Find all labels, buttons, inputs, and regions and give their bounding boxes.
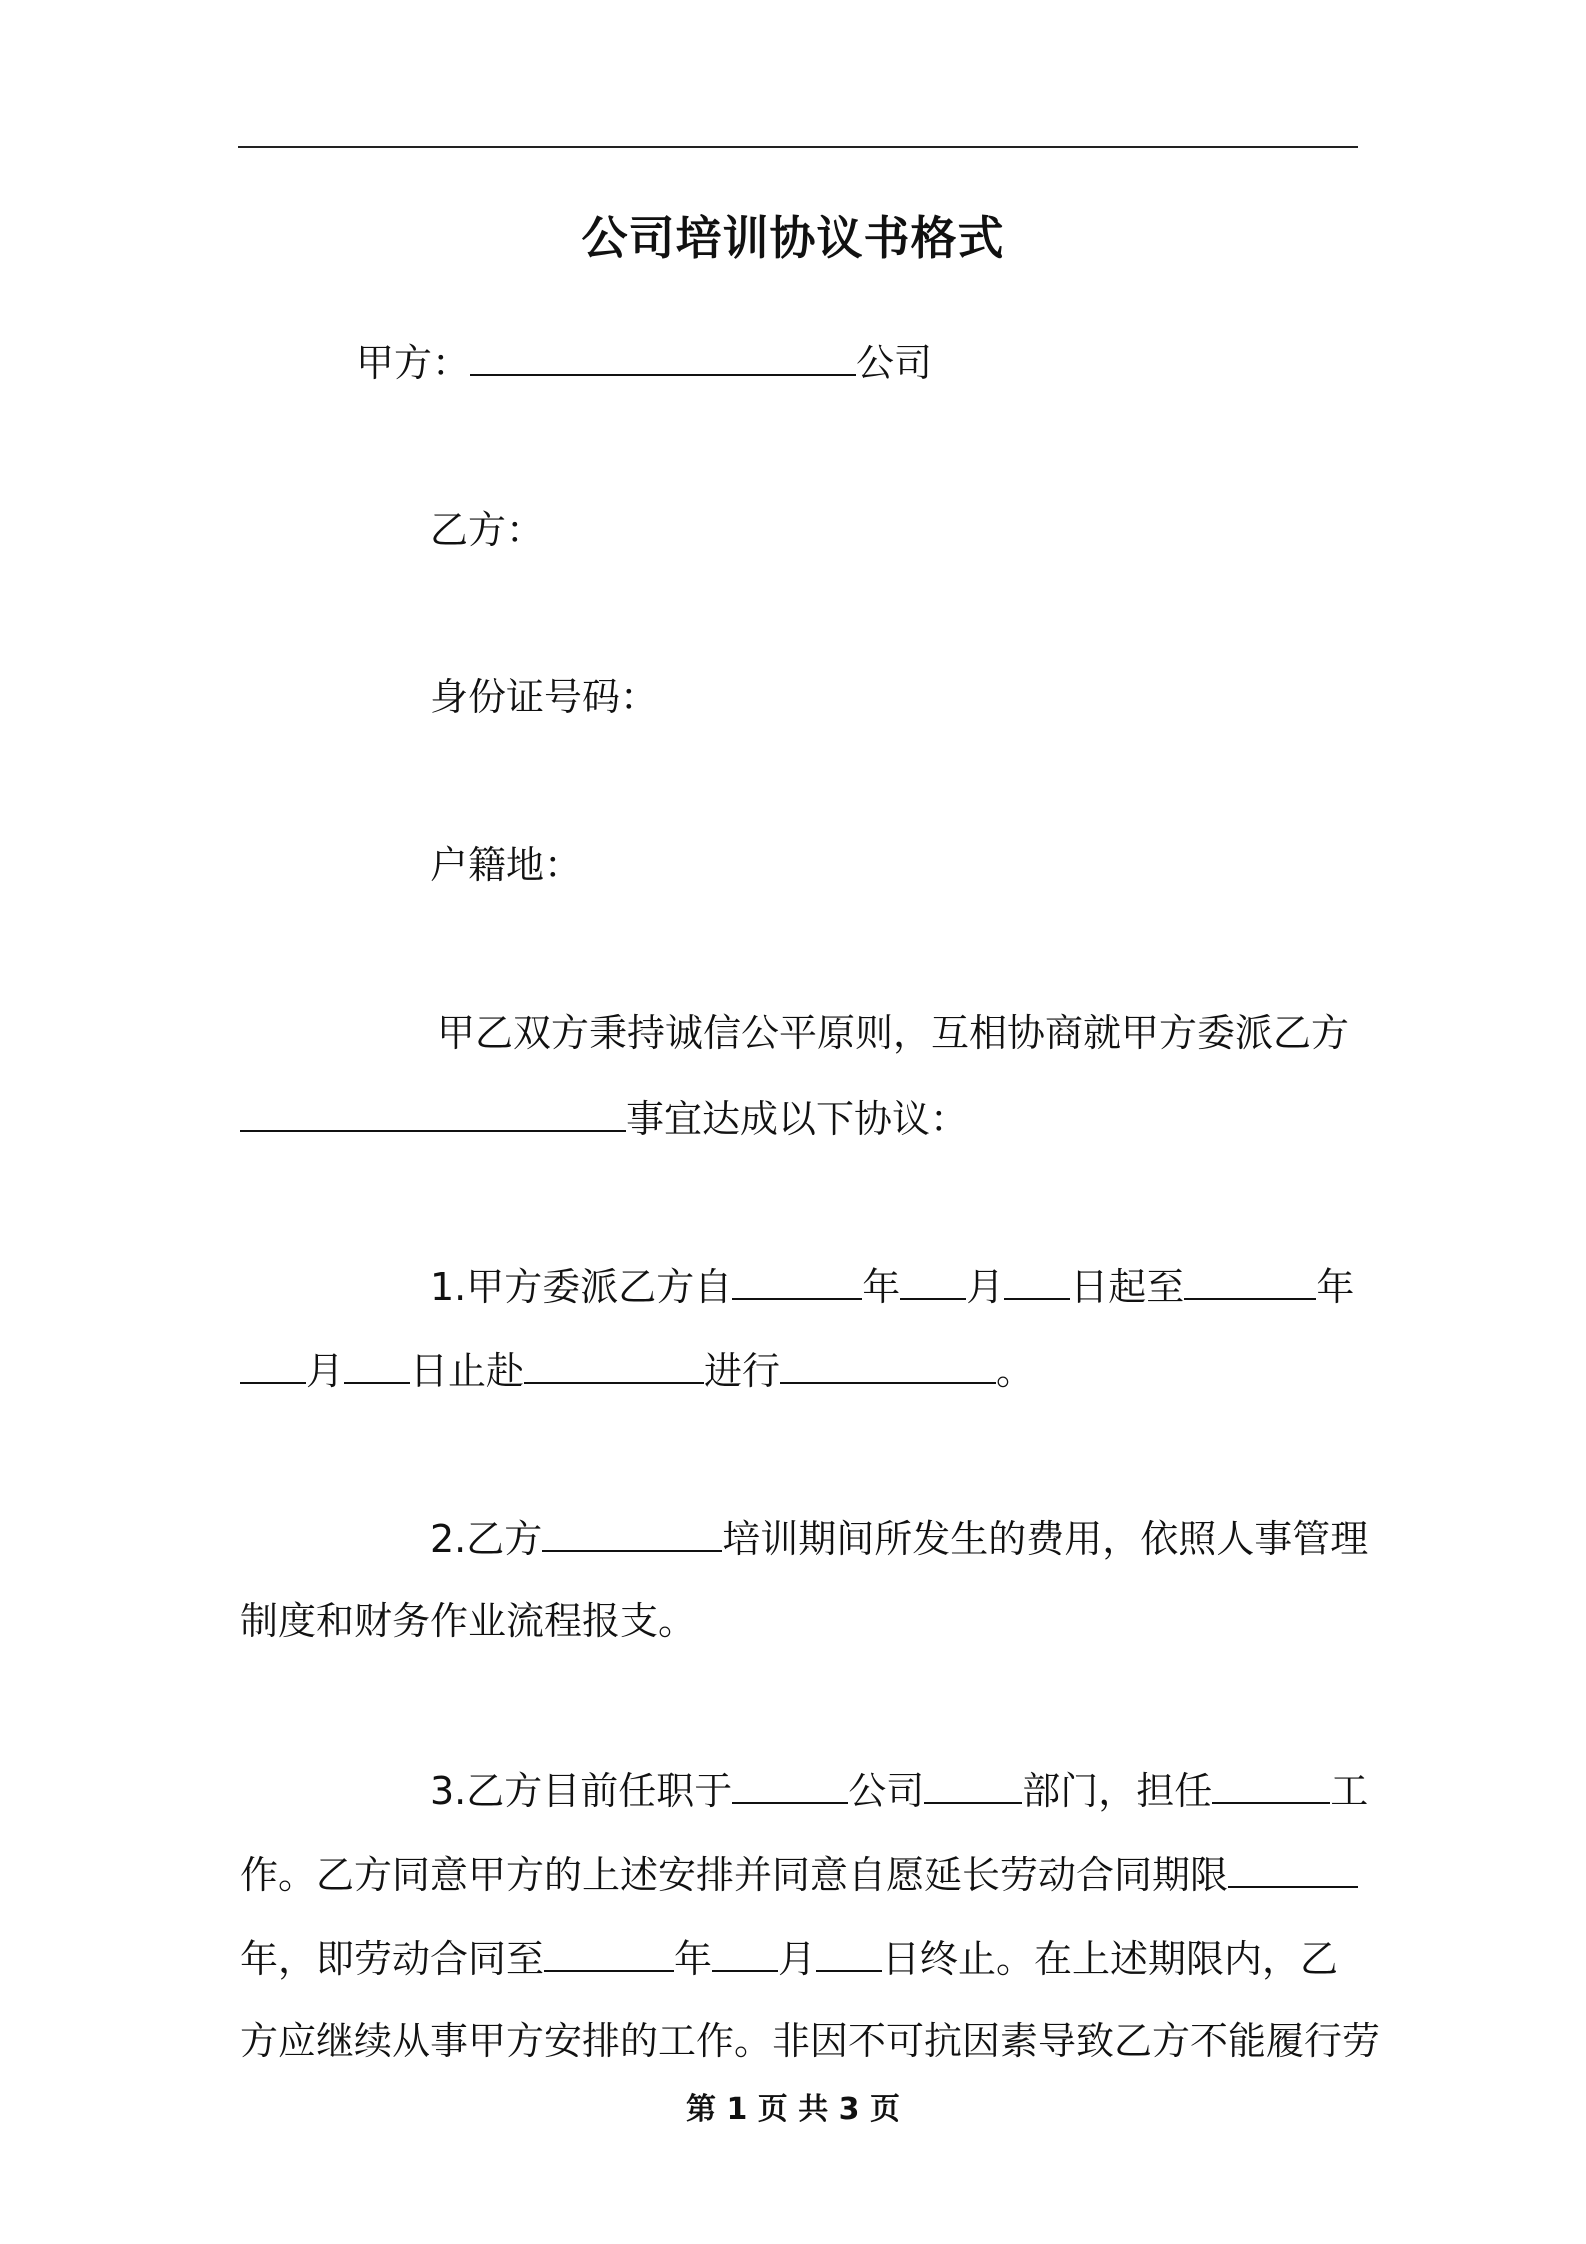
clause3-line-1 xyxy=(430,1764,1368,1816)
clause1-text-until: 日起至 xyxy=(1070,1265,1185,1309)
clause3-line-4 xyxy=(240,2016,1380,2066)
party-b-label: 乙方： xyxy=(430,508,545,552)
clause1-text-month: 月 xyxy=(966,1265,1005,1309)
clause3-text-company: 公司 xyxy=(848,1769,925,1813)
clause2-text-a: 2.乙方 xyxy=(430,1517,543,1561)
party-a-blank[interactable] xyxy=(470,336,856,376)
party-b-line xyxy=(430,505,544,555)
intro-text-2: 事宜达成以下协议： xyxy=(626,1097,969,1141)
clause1-text-period: 。 xyxy=(996,1349,1035,1393)
clause2-line-1 xyxy=(430,1512,1368,1564)
clause1-line-1 xyxy=(430,1260,1354,1312)
clause3-extension-blank[interactable] xyxy=(1228,1848,1358,1888)
clause1-start-year-blank[interactable] xyxy=(732,1260,862,1300)
clause1-end-month-blank[interactable] xyxy=(240,1344,306,1384)
clause3-line-2 xyxy=(240,1848,1358,1900)
clause3-text-d: 日终止。在上述期限内，乙 xyxy=(882,1937,1339,1981)
header-rule xyxy=(238,146,1358,148)
clause3-text-dept: 部门，担任 xyxy=(1022,1769,1213,1813)
clause3-text-a: 3.乙方目前任职于 xyxy=(430,1769,733,1813)
clause1-end-day-blank[interactable] xyxy=(344,1344,410,1384)
id-number-label: 身份证号码： xyxy=(430,675,659,719)
page-footer: 第 1 页 共 3 页 xyxy=(686,2092,900,2127)
clause3-position-blank[interactable] xyxy=(1212,1764,1330,1804)
intro-line-2 xyxy=(240,1092,968,1144)
clause3-department-blank[interactable] xyxy=(924,1764,1022,1804)
clause3-company-blank[interactable] xyxy=(732,1764,848,1804)
clause1-text-month2: 月 xyxy=(306,1349,345,1393)
clause3-text-month: 月 xyxy=(778,1937,817,1981)
party-a-line xyxy=(356,336,932,388)
clause3-text-year: 年 xyxy=(674,1937,713,1981)
clause2-blank[interactable] xyxy=(542,1512,722,1552)
clause2-text-b: 培训期间所发生的费用，依照人事管理 xyxy=(722,1517,1369,1561)
id-number-line xyxy=(430,672,658,722)
clause3-text-c: 年，即劳动合同至 xyxy=(240,1937,545,1981)
household-line xyxy=(430,840,582,890)
party-a-label: 甲方： xyxy=(356,341,471,385)
clause1-text-conduct: 进行 xyxy=(704,1349,781,1393)
document-title: 公司培训协议书格式 xyxy=(581,211,1005,265)
clause1-activity-blank[interactable] xyxy=(780,1344,996,1384)
party-a-suffix: 公司 xyxy=(856,341,933,385)
clause3-text-work: 工 xyxy=(1330,1769,1369,1813)
clause3-line-3 xyxy=(240,1932,1338,1984)
clause3-end-year-blank[interactable] xyxy=(544,1932,674,1972)
intro-blank[interactable] xyxy=(240,1092,626,1132)
household-label: 户籍地： xyxy=(430,843,583,887)
clause1-text-year2: 年 xyxy=(1316,1265,1355,1309)
clause3-text-e: 方应继续从事甲方安排的工作。非因不可抗因素导致乙方不能履行劳 xyxy=(240,2019,1381,2063)
clause1-start-day-blank[interactable] xyxy=(1004,1260,1070,1300)
clause1-text-year: 年 xyxy=(862,1265,901,1309)
clause1-text-goto: 日止赴 xyxy=(410,1349,525,1393)
clause3-text-b: 作。乙方同意甲方的上述安排并同意自愿延长劳动合同期限 xyxy=(240,1853,1229,1897)
clause1-line-2 xyxy=(240,1344,1034,1396)
intro-text-1: 甲乙双方秉持诚信公平原则，互相协商就甲方委派乙方 xyxy=(437,1011,1350,1055)
clause3-end-month-blank[interactable] xyxy=(712,1932,778,1972)
clause3-end-day-blank[interactable] xyxy=(816,1932,882,1972)
clause1-end-year-blank[interactable] xyxy=(1184,1260,1316,1300)
clause1-place-blank[interactable] xyxy=(524,1344,704,1384)
clause2-line-2 xyxy=(240,1596,696,1646)
clause2-text-c: 制度和财务作业流程报支。 xyxy=(240,1599,697,1643)
intro-line-1 xyxy=(437,1008,1349,1058)
clause1-text-a: 1.甲方委派乙方自 xyxy=(430,1265,733,1309)
clause1-start-month-blank[interactable] xyxy=(900,1260,966,1300)
